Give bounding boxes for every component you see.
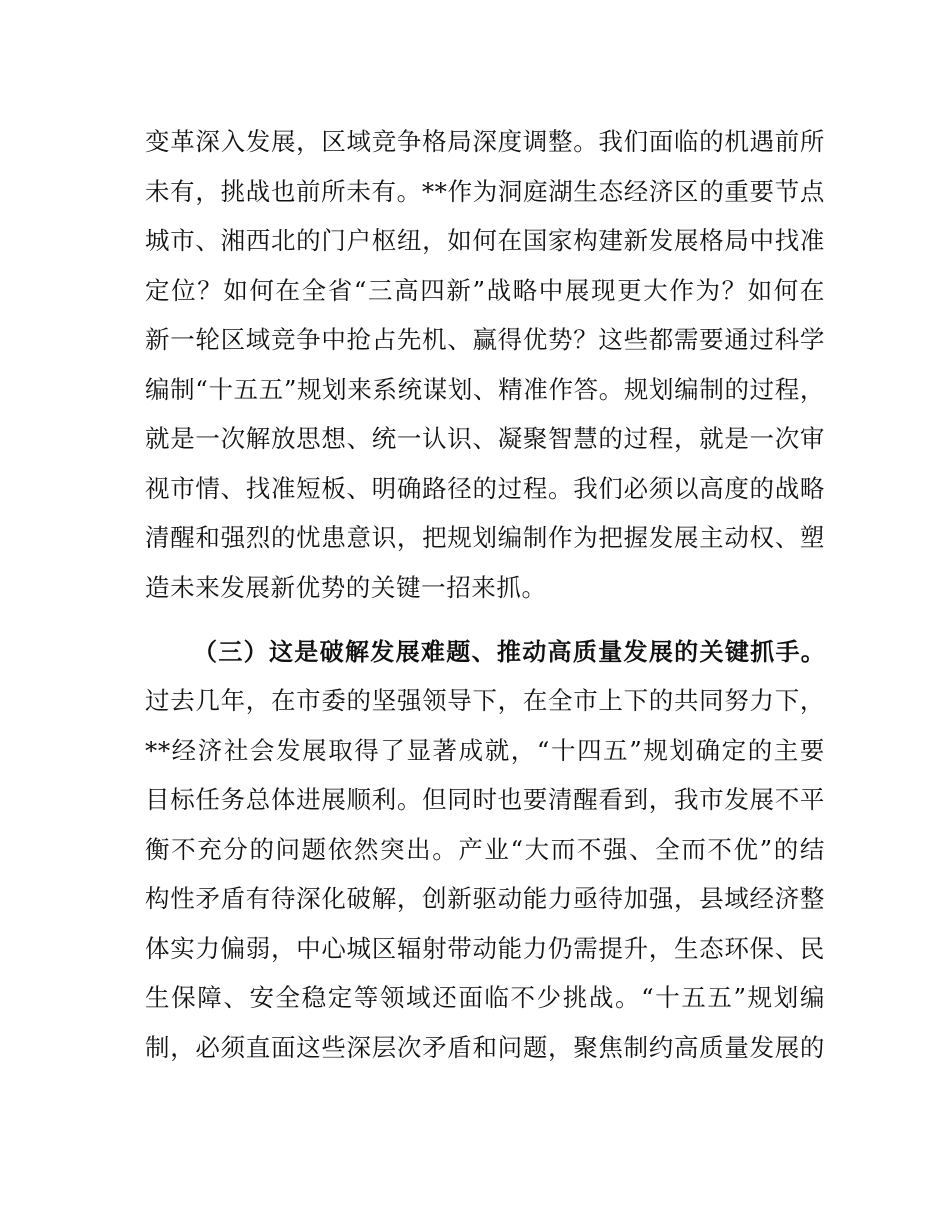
paragraph-2-line-7: 生保障、安全稳定等领域还面临不少挑战。“十五五”规划编 [145,983,825,1012]
paragraph-2-line-4: 衡不充分的问题依然突出。产业“大而不强、全而不优”的结 [145,835,825,864]
paragraph-1-line-5: 新一轮区域竞争中抢占先机、赢得优势？这些都需要通过科学 [145,325,825,354]
paragraph-1-line-4: 定位？如何在全省“三高四新”战略中展现更大作为？如何在 [145,276,825,305]
paragraph-2-line-1: 过去几年，在市委的坚强领导下，在全市上下的共同努力下， [145,686,825,715]
paragraph-2-line-6: 体实力偏弱，中心城区辐射带动能力仍需提升，生态环保、民 [145,934,825,963]
paragraph-1-line-3: 城市、湘西北的门户枢纽，如何在国家构建新发展格局中找准 [145,226,825,255]
paragraph-2-line-2: **经济社会发展取得了显著成就，“十四五”规划确定的主要 [145,736,825,765]
paragraph-1-line-8: 视市情、找准短板、明确路径的过程。我们必须以高度的战略 [145,474,825,503]
section-heading: （三）这是破解发展难题、推动高质量发展的关键抓手。 [193,638,825,666]
paragraph-1-line-10: 造未来发展新优势的关键一招来抓。 [145,573,547,602]
paragraph-1-line-1: 变革深入发展，区域竞争格局深度调整。我们面临的机遇前所 [145,127,825,156]
paragraph-1-line-6: 编制“十五五”规划来系统谋划、精准作答。规划编制的过程， [145,375,825,404]
paragraph-2-line-5: 构性矛盾有待深化破解，创新驱动能力亟待加强，县域经济整 [145,884,825,913]
paragraph-1-line-9: 清醒和强烈的忧患意识，把规划编制作为把握发展主动权、塑 [145,523,825,552]
paragraph-1-line-2: 未有，挑战也前所未有。**作为洞庭湖生态经济区的重要节点 [145,177,825,206]
paragraph-2-line-3: 目标任务总体进展顺利。但同时也要清醒看到，我市发展不平 [145,785,825,814]
paragraph-2-line-8: 制，必须直面这些深层次矛盾和问题，聚焦制约高质量发展的 [145,1033,825,1062]
paragraph-1-line-7: 就是一次解放思想、统一认识、凝聚智慧的过程，就是一次审 [145,424,825,453]
